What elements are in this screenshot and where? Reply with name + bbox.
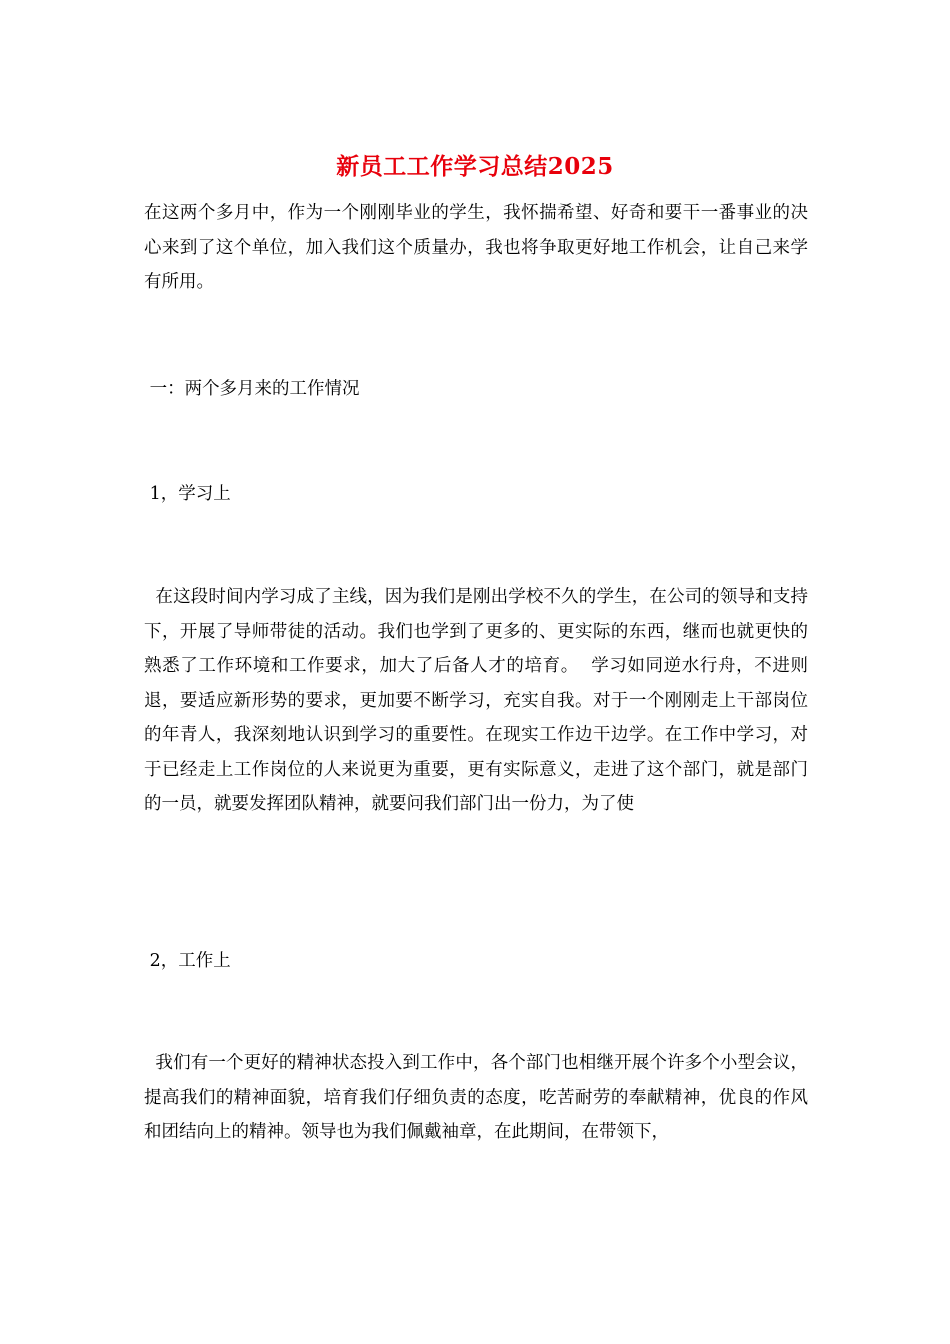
work-paragraph: 我们有一个更好的精神状态投入到工作中，各个部门也相继开展个许多个小型会议，提高我们的精神面貌，培育我们仔细负责的态度，吃苦耐劳的奉献精神，优良的作风和团结向上的精神。领导也为我们佩戴袖章，在此期间，在带领下，: [144, 1053, 808, 1142]
study-paragraph: 在这段时间内学习成了主线，因为我们是刚出学校不久的学生，在公司的领导和支持下，开展了导师带徒的活动。我们也学到了更多的、更实际的东西，继而也就更快的熟悉了工作环境和工作要求，加大了后备人才的培育。 学习如同逆水行舟，不进则退，要适应新形势的要求，更加要不断学习，充实自我。对于一个刚刚走上干部岗位的年青人，我深刻地认识到学习的重要性。在现实工作边干边学。在工作中学习，对于已经走上工作岗位的人来说更为重要，更有实际意义，走进了这个部门，就是部门的一员，就要发挥团队精神，就要问我们部门出一份力，为了使: [144, 587, 808, 814]
intro-paragraph: 在这两个多月中，作为一个刚刚毕业的学生，我怀揣希望、好奇和要干一番事业的决心来到了这个单位，加入我们这个质量办，我也将争取更好地工作机会，让自己来学有所用。: [144, 203, 808, 292]
section-heading-work-status: 一：两个多月来的工作情况: [144, 379, 360, 399]
subsection-heading-study: 1，学习上: [144, 484, 231, 504]
document-title: 新员工工作学习总结2025: [336, 153, 614, 180]
subsection-heading-work: 2，工作上: [144, 951, 231, 971]
